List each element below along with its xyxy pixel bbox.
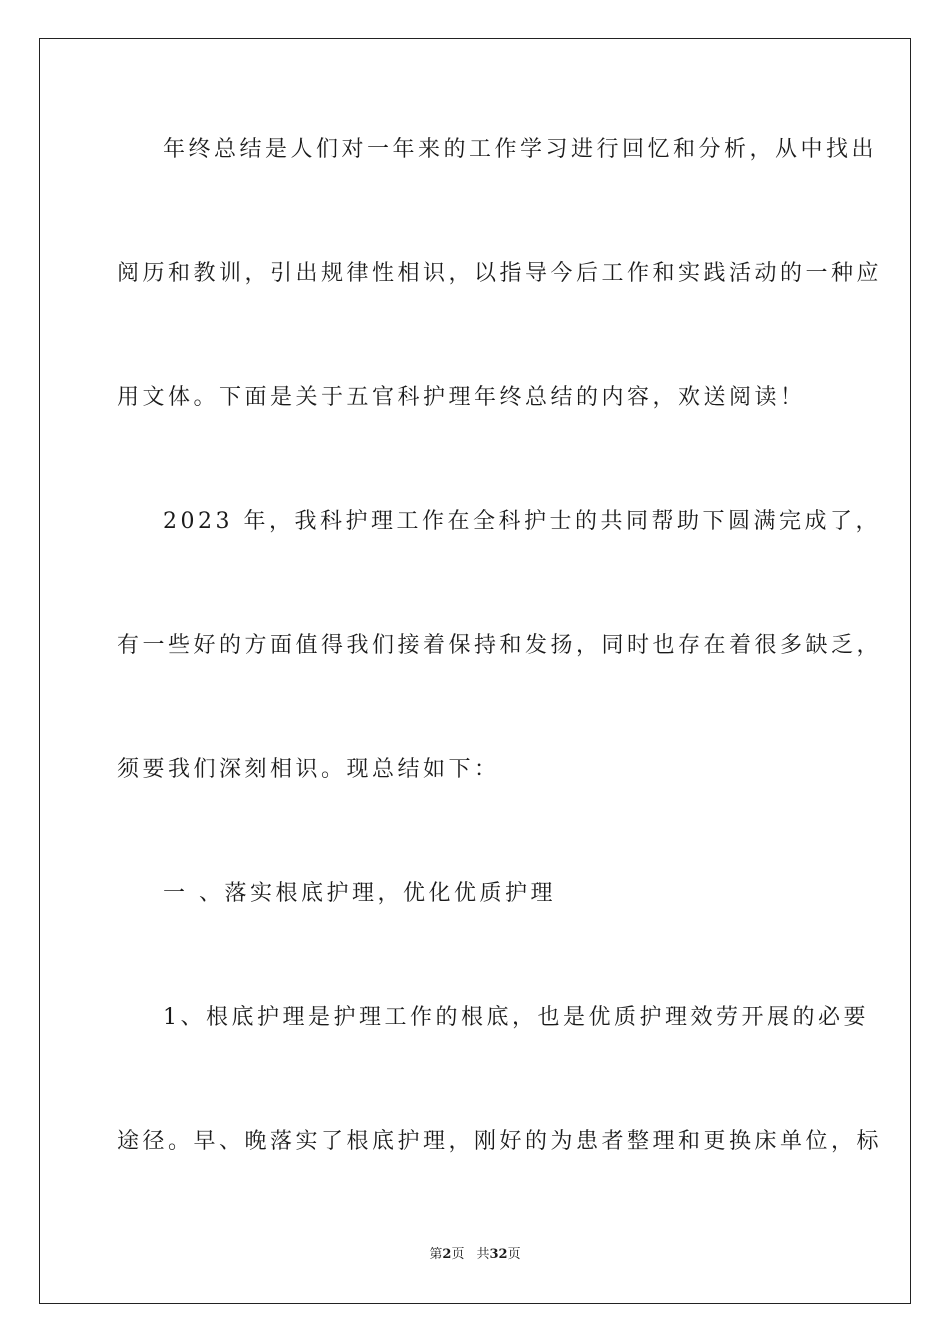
paragraph-line: 须要我们深刻相识。现总结如下： (117, 757, 500, 782)
page-suffix: 页 (451, 1247, 465, 1262)
page-border (39, 38, 911, 1304)
paragraph-line: 用文体。下面是关于五官科护理年终总结的内容，欢送阅读！ (117, 385, 806, 410)
page-footer (0, 1247, 950, 1263)
page-number: 2 (442, 1247, 452, 1262)
paragraph-line: 阅历和教训，引出规律性相识，以指导今后工作和实践活动的一种应 (117, 261, 883, 286)
section-heading: 一 、落实根底护理，优化优质护理 (163, 881, 556, 906)
paragraph-line: 2023 年，我科护理工作在全科护士的共同帮助下圆满完成了， (163, 509, 881, 534)
paragraph-line: 年终总结是人们对一年来的工作学习进行回忆和分析，从中找出 (163, 137, 878, 162)
total-suffix: 页 (507, 1247, 521, 1262)
total-pages: 32 (489, 1247, 508, 1262)
paragraph-line: 有一些好的方面值得我们接着保持和发扬，同时也存在着很多缺乏， (117, 633, 883, 658)
page-prefix: 第 (429, 1247, 443, 1262)
total-prefix: 共 (476, 1247, 490, 1262)
paragraph-line: 1、根底护理是护理工作的根底，也是优质护理效劳开展的必要 (163, 1005, 869, 1030)
paragraph-line: 途径。早、晚落实了根底护理，刚好的为患者整理和更换床单位，标 (117, 1129, 883, 1154)
